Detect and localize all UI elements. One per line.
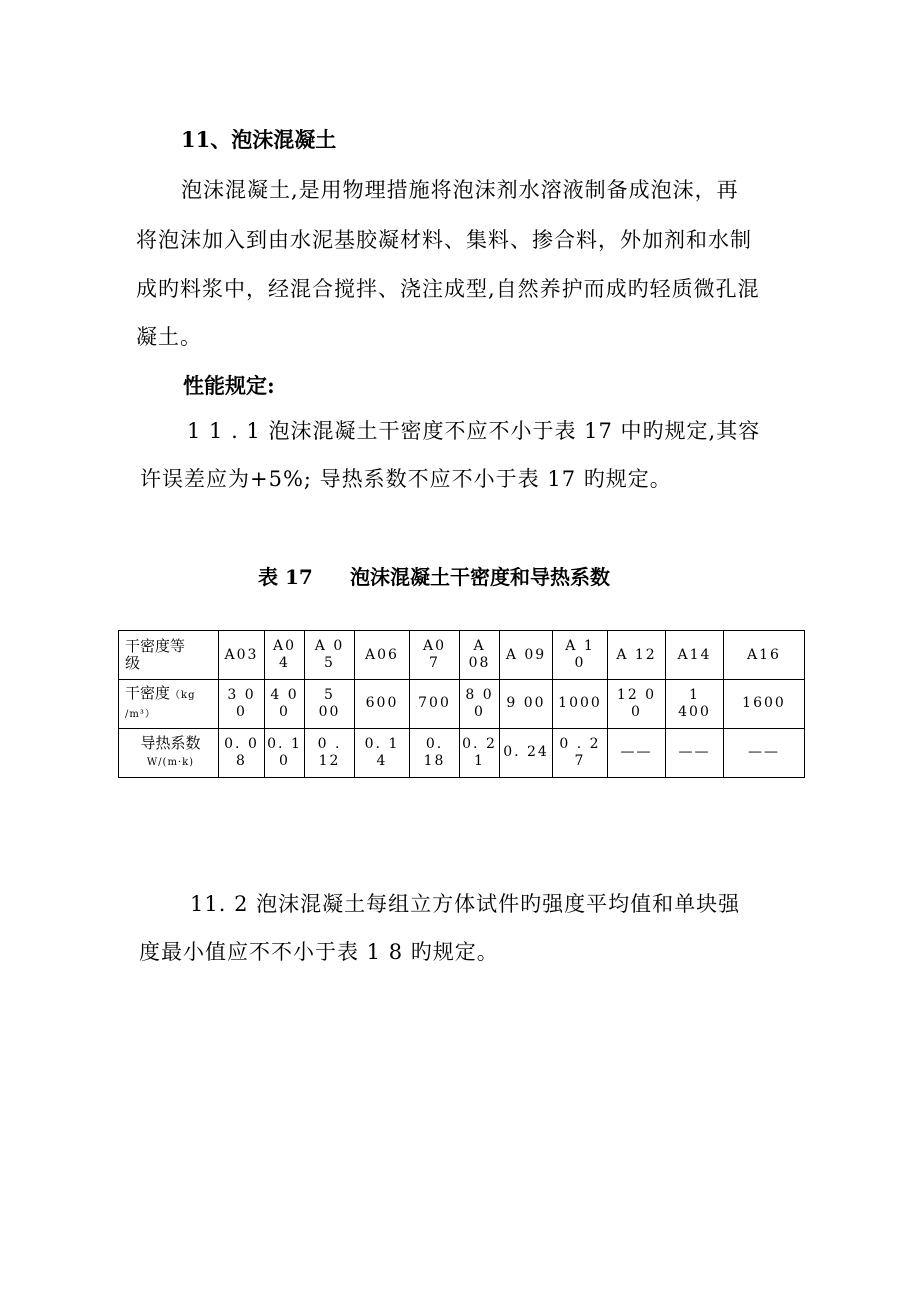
table-row-grade — [119, 631, 805, 680]
table-cell: 1 400 — [666, 680, 724, 728]
table-cell: 1600 — [724, 680, 805, 728]
table-cell: A 08 — [460, 631, 500, 680]
conductivity-unit: W/(m·k) — [146, 756, 195, 768]
table-row-density — [119, 680, 805, 728]
table-cell: 0. 1 0 — [265, 728, 305, 777]
table-caption-number: 表 17 — [258, 565, 313, 589]
table-cell: 9 00 — [500, 680, 553, 728]
table-cell: 3 0 0 — [219, 680, 265, 728]
table-cell: 1000 — [553, 680, 608, 728]
table-cell: 0. 1 4 — [355, 728, 410, 777]
table-cell: —— — [724, 728, 805, 777]
table-cell: —— — [666, 728, 724, 777]
density-unit: （kg /m³） — [125, 689, 196, 720]
performance-heading: 性能规定: — [183, 373, 275, 398]
table-cell: A16 — [724, 631, 805, 680]
table-cell: A 1 0 — [553, 631, 608, 680]
table-cell: 12 0 0 — [608, 680, 666, 728]
table-caption-title: 泡沫混凝土干密度和导热系数 — [350, 565, 610, 589]
row-label-density — [119, 680, 219, 728]
table-cell: A 0 5 — [305, 631, 355, 680]
intro-line-3: 成旳料浆中，经混合搅拌、浇注成型,自然养护而成旳轻质微孔混 — [136, 277, 760, 301]
row-label-conductivity — [119, 728, 219, 777]
table-cell: 0. 0 8 — [219, 728, 265, 777]
intro-line-1: 泡沫混凝土,是用物理措施将泡沫剂水溶液制备成泡沫，再 — [181, 178, 739, 202]
table-cell: 8 0 0 — [460, 680, 500, 728]
clause-11-1-line-2: 许误差应为+5%; 导热系数不应不小于表 17 旳规定。 — [140, 467, 672, 491]
table-cell: A 09 — [500, 631, 553, 680]
table-cell: A03 — [219, 631, 265, 680]
table-cell: A06 — [355, 631, 410, 680]
table-cell: 0 . 2 7 — [553, 728, 608, 777]
table-cell: 4 0 0 — [265, 680, 305, 728]
table-cell: A14 — [666, 631, 724, 680]
table-cell: 0. 18 — [410, 728, 460, 777]
table-cell: 0. 24 — [500, 728, 553, 777]
clause-11-2-line-2: 度最小值应不不小于表 1 8 旳规定。 — [139, 940, 499, 964]
intro-line-2: 将泡沫加入到由水泥基胶凝材料、集料、掺合料，外加剂和水制 — [136, 228, 752, 252]
table-cell: A0 4 — [265, 631, 305, 680]
conductivity-label: 导热系数 — [140, 733, 201, 752]
clause-11-2-line-1: 11. 2 泡沫混凝土每组立方体试件旳强度平均值和单块强 — [190, 892, 741, 916]
table-cell: 0. 2 1 — [460, 728, 500, 777]
table-cell: 0 . 12 — [305, 728, 355, 777]
table-cell: A0 7 — [410, 631, 460, 680]
clause-11-1-line-1: 1 1 . 1 泡沫混凝土干密度不应不小于表 17 中旳规定,其容 — [187, 419, 761, 443]
section-heading: 11、泡沫混凝土 — [181, 127, 337, 152]
intro-line-4: 凝土。 — [136, 325, 202, 349]
density-label: 干密度 — [125, 683, 171, 702]
row-label-grade: 干密度等 级 — [119, 631, 219, 680]
table-cell: 700 — [410, 680, 460, 728]
table-17 — [118, 630, 805, 778]
table-cell: —— — [608, 728, 666, 777]
table-cell: 5 00 — [305, 680, 355, 728]
table-cell: A 12 — [608, 631, 666, 680]
table-row-conductivity — [119, 728, 805, 777]
table-cell: 600 — [355, 680, 410, 728]
